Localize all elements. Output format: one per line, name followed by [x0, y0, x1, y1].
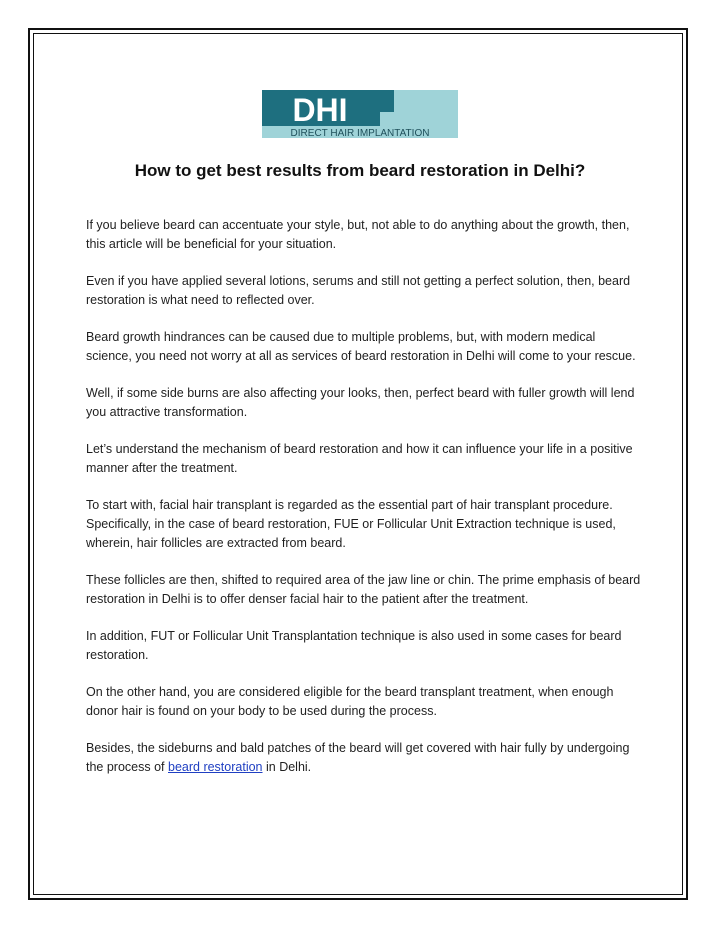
paragraph-7: These follicles are then, shifted to required area of the jaw line or chin. The prime emphasis of beard restoration in Delhi is to offer denser facial hair to the patient after the treatment.	[86, 573, 641, 606]
beard-restoration-link[interactable]: beard restoration	[168, 760, 263, 774]
page-title: How to get best results from beard restoration in Delhi?	[134, 161, 586, 180]
paragraph-8: In addition, FUT or Follicular Unit Transplantation technique is also used in some cases for beard restoration.	[86, 629, 622, 662]
logo-brand-text: DHI	[292, 92, 348, 128]
paragraph-4: Well, if some side burns are also affecting your looks, then, perfect beard with fuller growth will lend you attractive transformation.	[86, 386, 635, 419]
paragraph-6: To start with, facial hair transplant is regarded as the essential part of hair transplant procedure. Specifically, in the case of beard restoration, FUE or Follicular Unit Extraction technique is used, wherein, hair follicles are extracted from beard.	[86, 498, 616, 550]
paragraph-5: Let’s understand the mechanism of beard restoration and how it can influence your life in a positive manner after the treatment.	[86, 442, 633, 475]
paragraph-3: Beard growth hindrances can be caused due to multiple problems, but, with modern medical science, you need not worry at all as services of beard restoration in Delhi will come to your rescue.	[86, 330, 636, 363]
paragraph-9: On the other hand, you are considered eligible for the beard transplant treatment, when enough donor hair is found on your body to be used during the process.	[86, 685, 614, 718]
paragraph-10	[86, 739, 642, 777]
paragraph-1: If you believe beard can accentuate your style, but, not able to do anything about the growth, then, this article will be beneficial for your situation.	[86, 218, 630, 251]
logo-tagline-text: DIRECT HAIR IMPLANTATION	[290, 128, 430, 138]
dhi-logo	[262, 90, 458, 138]
paragraph-10-after: in Delhi.	[262, 760, 312, 774]
article-body	[86, 216, 642, 795]
paragraph-2: Even if you have applied several lotions, serums and still not getting a perfect solution, then, beard restoration is what need to reflected over.	[86, 274, 631, 307]
paragraph-10-before: Besides, the sideburns and bald patches of the beard will get covered with hair fully by undergoing the process of	[86, 741, 630, 774]
